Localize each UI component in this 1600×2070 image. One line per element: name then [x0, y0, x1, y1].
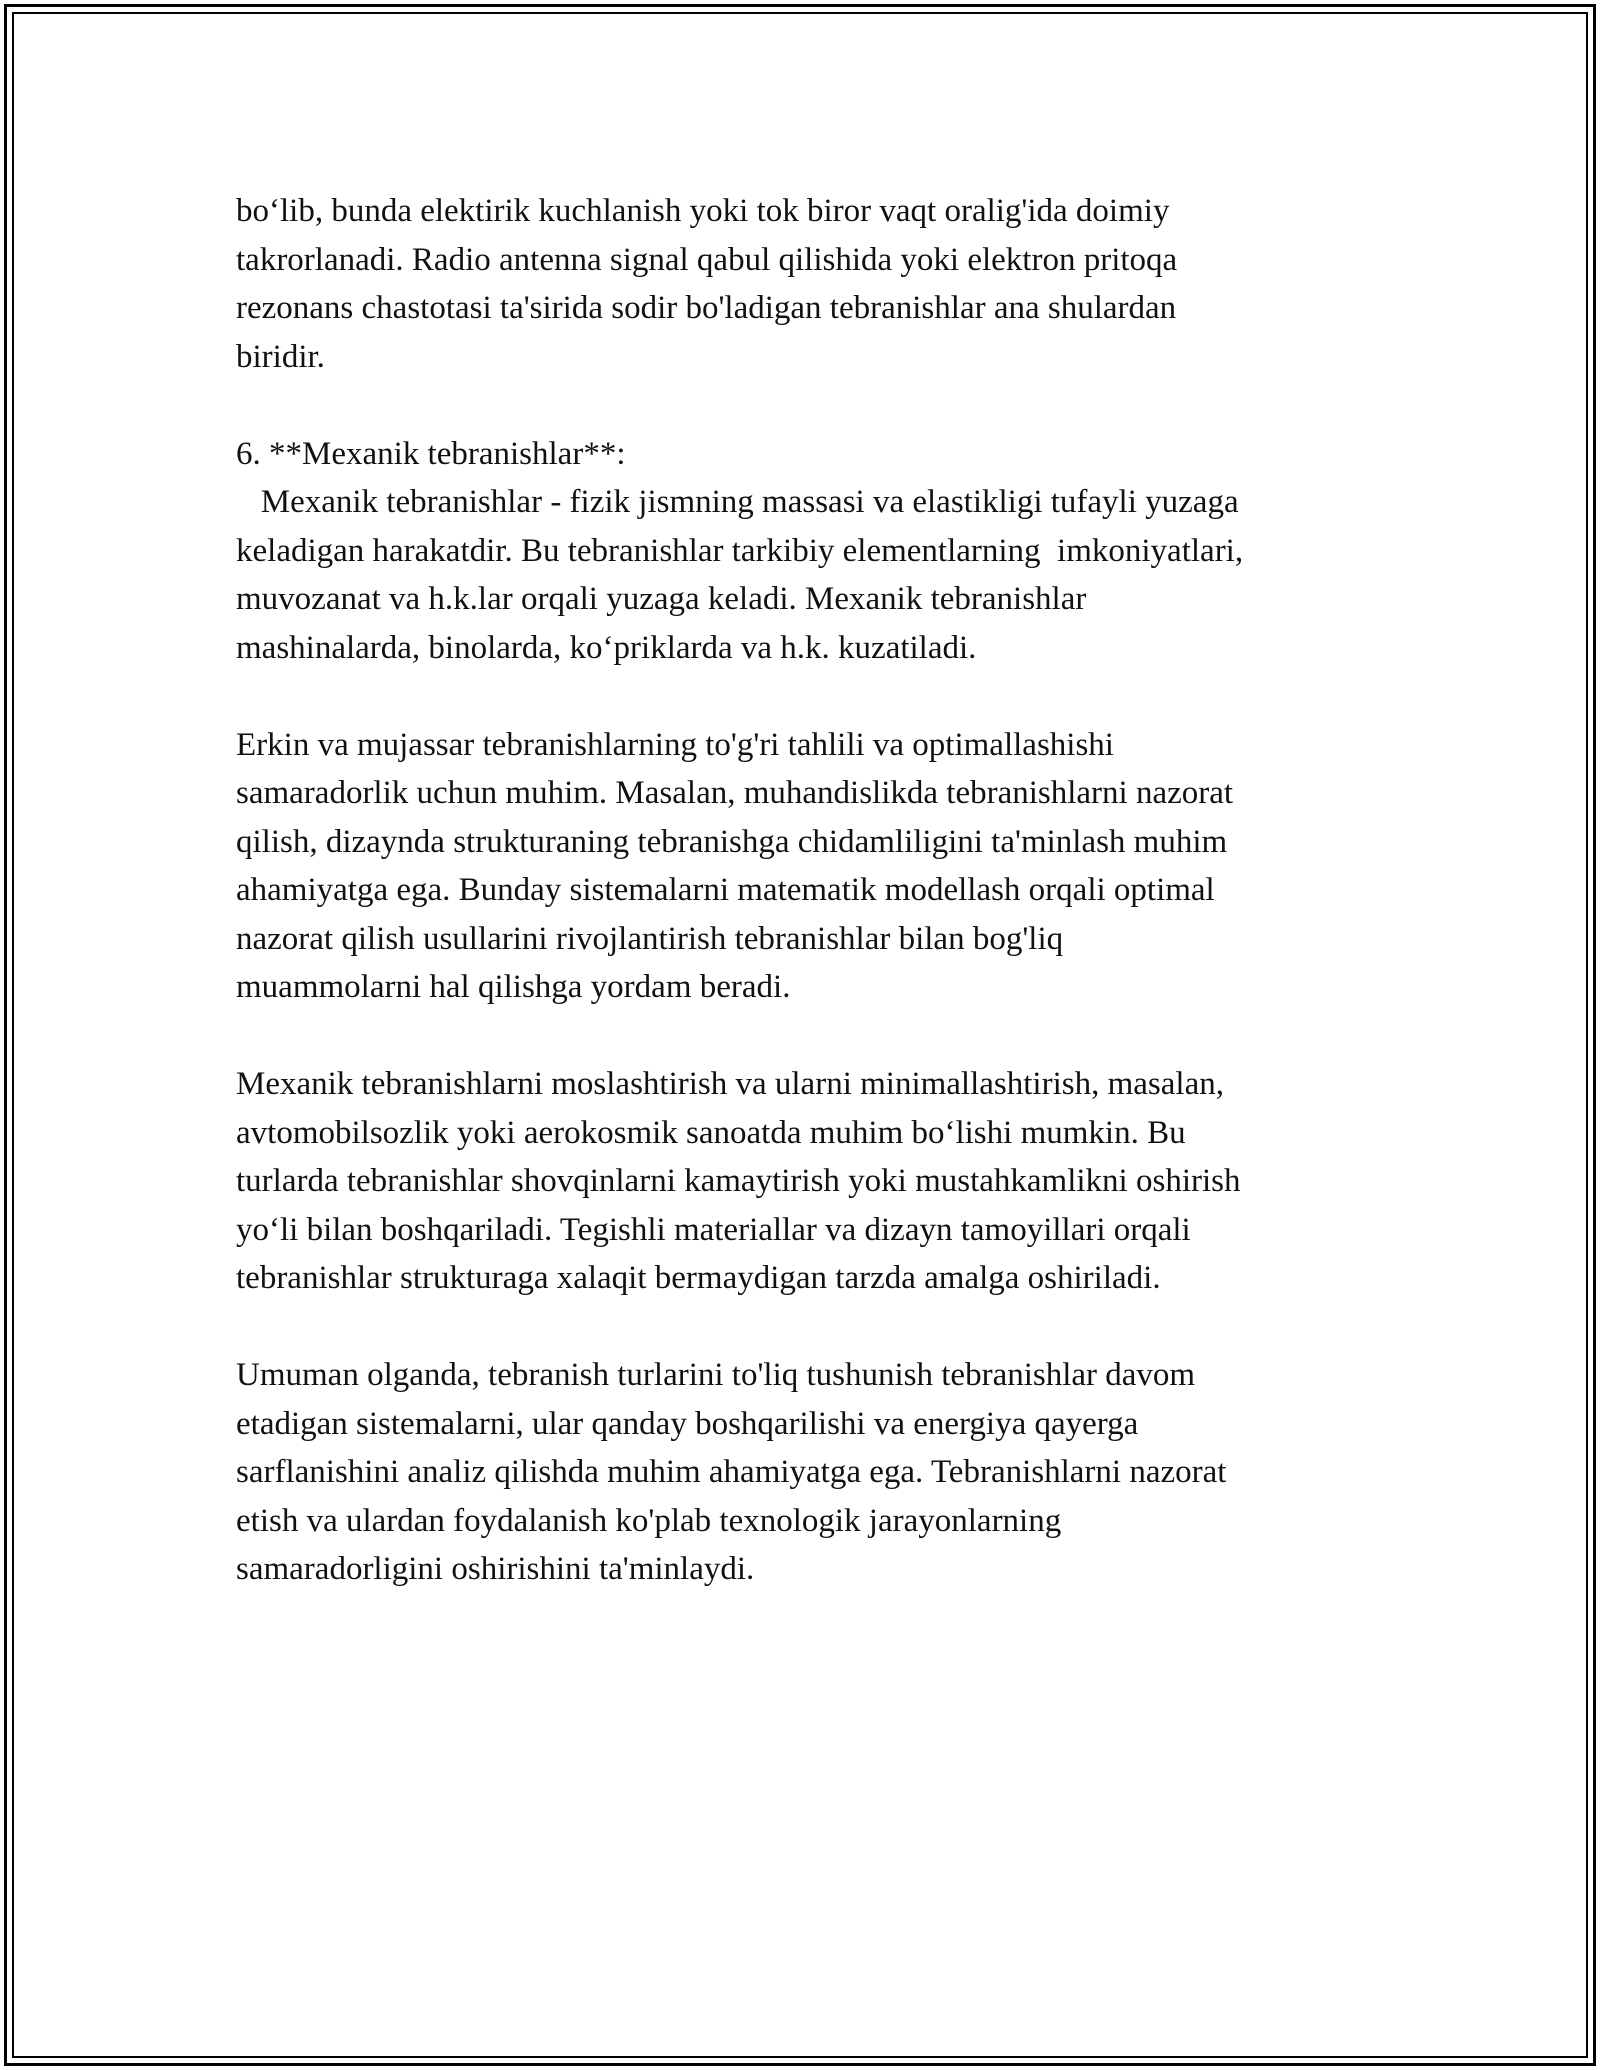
text-line: Erkin va mujassar tebranishlarning to'g'ri tahlili va optimallashishi: [236, 726, 1114, 763]
text-line: nazorat qilish usullarini rivojlantirish tebranishlar bilan bog'liq: [236, 920, 1064, 957]
text-line: takrorlanadi. Radio antenna signal qabul qilishida yoki elektron pritoqa: [236, 241, 1178, 278]
paragraph-continuation: [236, 187, 1376, 381]
paragraph-gap: [236, 1303, 1376, 1352]
text-line: samaradorligini oshirishini ta'minlaydi.: [236, 1551, 755, 1587]
paragraph-minimization: [236, 1060, 1376, 1303]
text-line: tebranishlar strukturaga xalaqit bermaydigan tarzda amalga oshiriladi.: [236, 1260, 1161, 1296]
text-line: ahamiyatga ega. Bunday sistemalarni matematik modellash orqali optimal: [236, 872, 1215, 908]
text-line: yo‘li bilan boshqariladi. Tegishli materiallar va dizayn tamoyillari orqali: [236, 1211, 1191, 1248]
text-line: avtomobilsozlik yoki aerokosmik sanoatda muhim bo‘lishi mumkin. Bu: [236, 1114, 1186, 1151]
text-line: sarflanishini analiz qilishda muhim ahamiyatga ega. Tebranishlarni nazorat: [236, 1454, 1227, 1490]
text-line: muammolarni hal qilishga yordam beradi.: [236, 969, 791, 1005]
paragraph-gap: [236, 381, 1376, 430]
text-line: rezonans chastotasi ta'sirida sodir bo'ladigan tebranishlar ana shulardan: [236, 290, 1177, 326]
text-line: turlarda tebranishlar shovqinlarni kamaytirish yoki mustahkamlikni oshirish: [236, 1163, 1241, 1199]
text-line: etish va ulardan foydalanish ko'plab texnologik jarayonlarning: [236, 1502, 1062, 1539]
text-line: qilish, dizaynda strukturaning tebranishga chidamliligini ta'minlash muhim: [236, 823, 1228, 860]
text-line: mashinalarda, binolarda, ko‘priklarda va h.k. kuzatiladi.: [236, 629, 977, 666]
paragraph-analysis: [236, 721, 1376, 1012]
text-line: samaradorlik uchun muhim. Masalan, muhandislikda tebranishlarni nazorat: [236, 775, 1234, 811]
paragraph-gap: [236, 672, 1376, 721]
text-line: keladigan harakatdir. Bu tebranishlar tarkibiy elementlarning imkoniyatlari,: [236, 532, 1244, 569]
document-body: [236, 187, 1376, 1594]
text-line: Mexanik tebranishlarni moslashtirish va ularni minimallashtirish, masalan,: [236, 1066, 1224, 1102]
text-line: muvozanat va h.k.lar orqali yuzaga keladi. Mexanik tebranishlar: [236, 581, 1087, 617]
text-line: etadigan sistemalarni, ular qanday boshqarilishi va energiya qayerga: [236, 1405, 1139, 1442]
text-line: biridir.: [236, 338, 325, 375]
text-line: Umuman olganda, tebranish turlarini to'liq tushunish tebranishlar davom: [236, 1357, 1196, 1393]
paragraph-mechanical-vibrations: [236, 430, 1376, 673]
text-line: bo‘lib, bunda elektirik kuchlanish yoki tok biror vaqt oralig'ida doimiy: [236, 193, 1170, 229]
paragraph-conclusion: [236, 1351, 1376, 1594]
paragraph-gap: [236, 1012, 1376, 1061]
text-line: Mexanik tebranishlar - fizik jismning massasi va elastikligi tufayli yuzaga: [236, 484, 1239, 520]
section-heading: 6. **Mexanik tebranishlar**:: [236, 435, 626, 472]
